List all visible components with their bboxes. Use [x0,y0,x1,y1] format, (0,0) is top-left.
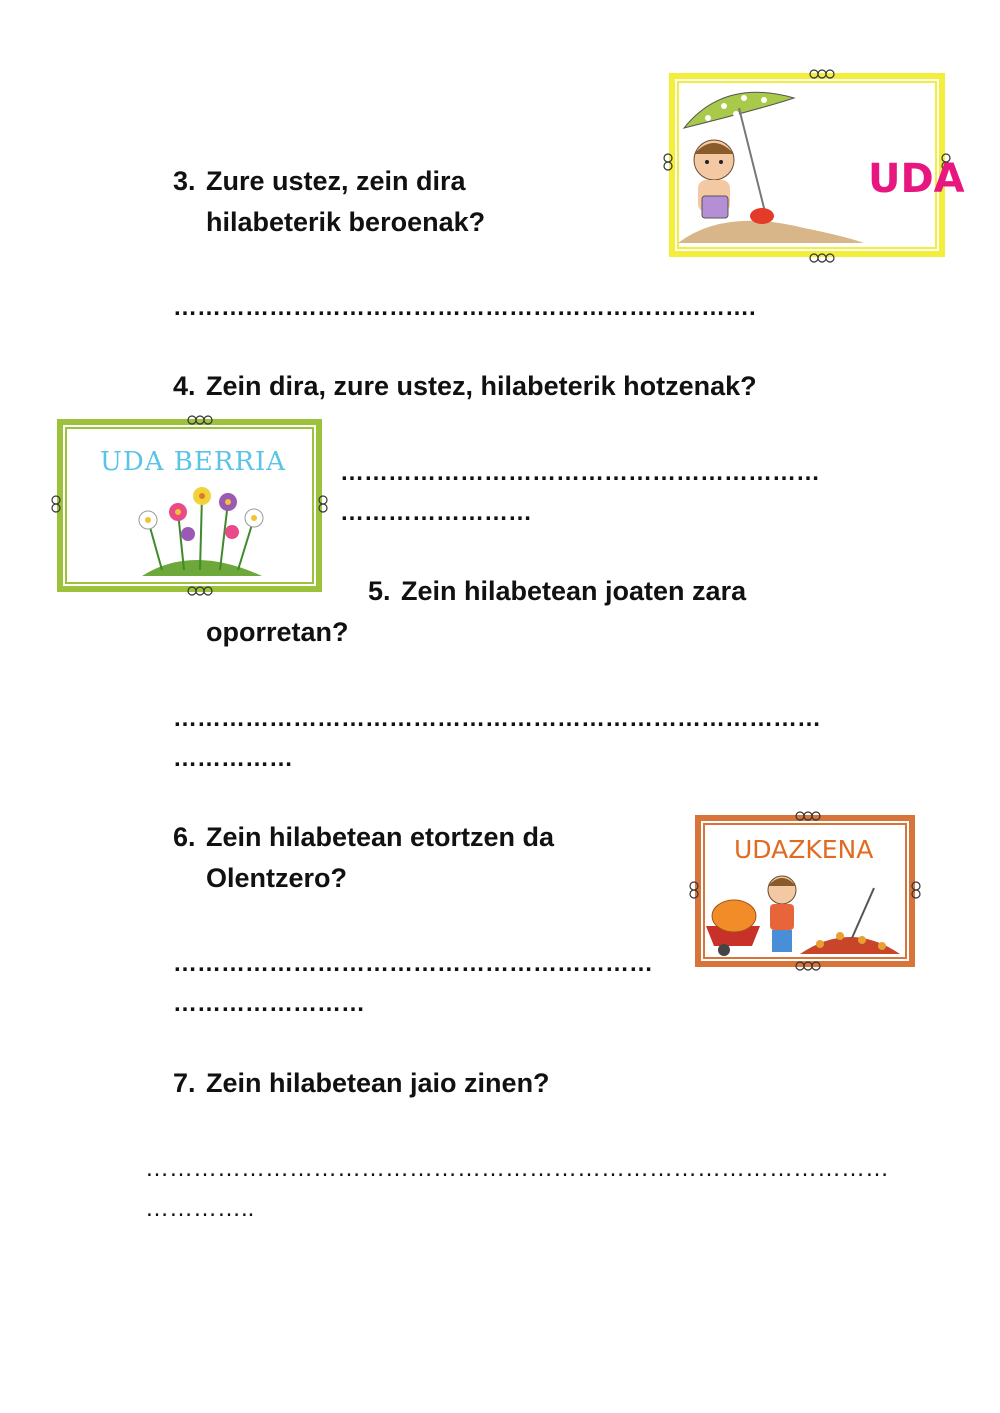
question-7 [173,1063,550,1104]
question-text-line1: Zein hilabetean joaten zara [401,576,747,606]
spring-picture [52,414,327,597]
question-text-line1: Zein dira, zure ustez, hilabeterik hotzenak? [206,371,757,401]
answer-line-6a[interactable]: …………………………………………………… [173,950,653,977]
answer-line-4b[interactable]: …………………… [340,499,532,526]
answer-line-4a[interactable]: …………………………………………………… [340,459,820,486]
question-number: 5. [368,576,391,606]
question-text-line2: Olentzero? [206,863,348,893]
question-number: 7. [173,1068,196,1098]
question-text-line2: hilabeterik beroenak? [206,207,486,237]
summer-picture [664,68,965,264]
question-4 [173,366,757,407]
question-number: 6. [173,822,196,852]
question-6 [173,817,554,899]
season-label: UDA BERRIA [100,447,287,477]
question-text-line1: Zein hilabetean jaio zinen? [206,1068,550,1098]
question-text-line1: Zein hilabetean etortzen da [206,822,555,852]
answer-line-3[interactable]: ………………………………………………………………. [173,294,756,321]
answer-line-6b[interactable]: …………………… [173,990,365,1017]
question-text-line2: oporretan? [206,617,349,647]
answer-line-5b[interactable]: …………… [173,745,293,772]
autumn-picture [690,810,920,972]
season-label: UDA [868,156,965,202]
question-3 [173,161,485,243]
season-label: UDAZKENA [734,835,874,864]
answer-line-7b[interactable]: ………….. [145,1195,255,1222]
question-text-line1: Zure ustez, zein dira [206,166,466,196]
question-5 [368,571,746,612]
question-5-cont [173,612,349,653]
question-number: 3. [173,166,196,196]
answer-line-7a[interactable]: ………………………………………………………………………………… [145,1155,889,1182]
answer-line-5a[interactable]: ……………………………………………………………………… [173,705,821,732]
question-number: 4. [173,371,196,401]
